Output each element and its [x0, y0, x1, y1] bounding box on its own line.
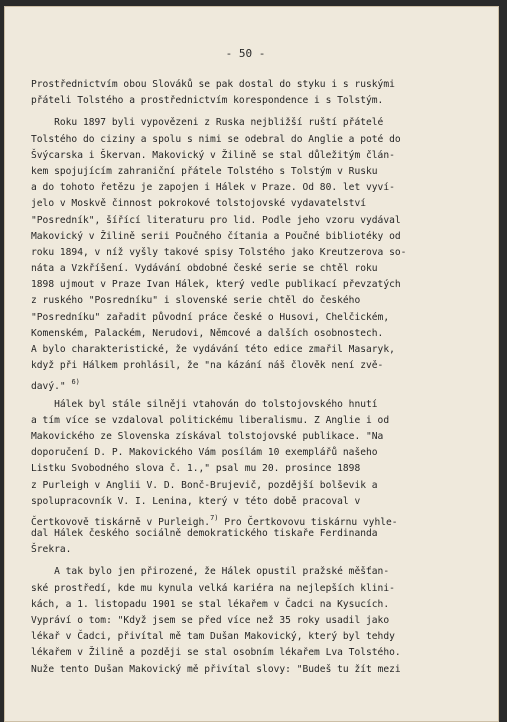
text-line: z Purleigh v Anglii V. D. Bonč-Brujevič, pozdější bolševik a	[31, 479, 378, 491]
text-line: A tak bylo jen přirozené, že Hálek opustil pražské měšťan-	[31, 566, 390, 578]
text-line: lékařem v Žilině a později se stal osobním lékařem Lva Tolstého.	[31, 647, 401, 659]
footnote-marker: 6)	[71, 378, 80, 387]
text-line-with-footnote	[31, 510, 495, 526]
body-text	[31, 77, 495, 678]
text-line: Švýcarska i Škervan. Makovický v Žilině se stal důležitým člán-	[31, 149, 395, 161]
text-line: když při Hálkem prohlásil, že "na kázání náš člověk není zvě-	[31, 360, 384, 372]
text-line: Tolstého do ciziny a spolu s nimi se odebral do Anglie a poté do	[31, 133, 401, 145]
page-number: - 50 -	[225, 47, 266, 60]
text-line-with-footnote	[31, 374, 495, 393]
text-fragment: Čertkovově tiskárně v Purleigh.	[31, 516, 211, 528]
text-line: a tím více se vzdaloval politickému liberalismu. Z Anglie i od	[31, 414, 390, 426]
text-line: A bylo charakteristické, že vydávání této edice zmařil Masaryk,	[31, 344, 395, 355]
text-line: "Posredníku" zařadit původní práce české o Husovi, Chelčickém,	[31, 311, 390, 323]
paragraph-3	[31, 397, 495, 559]
text-line: Vypráví o tom: "Když jsem se před více než 35 roky usadil jako	[31, 615, 390, 626]
text-line: Makovický v Žilině serii Poučného čítania a Poučné bibliotéky od	[31, 230, 401, 242]
text-line: "Posredník", šířící literaturu pro lid. Podle jeho vzoru vydával	[31, 214, 401, 226]
text-line: kách, a 1. listopadu 1901 se stal lékařem v Čadci na Kysucích.	[31, 598, 390, 610]
text-line: doporučení D. P. Makovického Vám posílám 10 exemplářů našeho	[31, 447, 378, 459]
text-line: přáteli Tolstého a prostřednictvím korespondence i s Tolstým.	[31, 95, 384, 107]
text-line: Roku 1897 byli vypovězeni z Ruska nejbližší ruští přátelé	[31, 117, 384, 129]
text-line: Makovického ze Slovenska získával tolstojovské publikace. "Na	[31, 430, 384, 442]
text-line: dal Hálek českého sociálně demokratického tiskaře Ferdinanda	[31, 528, 378, 540]
text-line: náta a Vzkříšení. Vydávání obdobné české serie se chtěl roku	[31, 263, 378, 275]
text-fragment: davý."	[31, 381, 72, 393]
paragraph-1	[31, 77, 495, 109]
text-line: a do tohoto řetězu je zapojen i Hálek v Praze. Od 80. let vyví-	[31, 182, 395, 194]
paragraph-4	[31, 564, 495, 677]
text-line: Hálek byl stále silněji vtahován do tolstojovského hnutí	[31, 398, 378, 410]
text-fragment: Pro Čertkovovu tiskárnu vyhle-	[218, 516, 398, 528]
text-line: lékař v Čadci, přivítal mě tam Dušan Makovický, který byl tehdy	[31, 631, 395, 643]
text-line: Šrekra.	[31, 544, 72, 556]
paragraph-2	[31, 115, 495, 393]
text-line: ské prostředí, kde mu kynula velká kariéra na nejlepších klini-	[31, 582, 395, 594]
book-page	[4, 6, 499, 722]
text-line: z ruského "Posredníku" i slovenské serie chtěl do českého	[31, 295, 361, 307]
text-line: Prostřednictvím obou Slováků se pak dostal do styku i s ruskými	[31, 79, 395, 90]
text-line: jelo v Moskvě činnost pokrokové tolstojovské vydavatelství	[31, 198, 367, 210]
text-line: 1898 ujmout v Praze Ivan Hálek, který vedle publikací převzatých	[31, 279, 401, 291]
text-line: spolupracovník V. I. Lenina, který v této době pracoval v	[31, 495, 361, 507]
text-line: roku 1894, v níž vyšly takové spisy Tolstého jako Kreutzerova so-	[31, 246, 407, 258]
text-line: Listku Svobodného slova č. 1.," psal mu 20. prosince 1898	[31, 463, 361, 475]
text-line: kem spojujícím zahraniční přátele Tolstého s Tolstým v Rusku	[31, 165, 378, 177]
text-line: Nuže tento Dušan Makovický mě přivítal slovy: "Budeš tu žít mezi	[31, 663, 401, 675]
text-line: Komenském, Palackém, Nerudovi, Němcové a dalších osobnostech.	[31, 327, 384, 339]
footnote-marker: 7)	[210, 513, 219, 522]
